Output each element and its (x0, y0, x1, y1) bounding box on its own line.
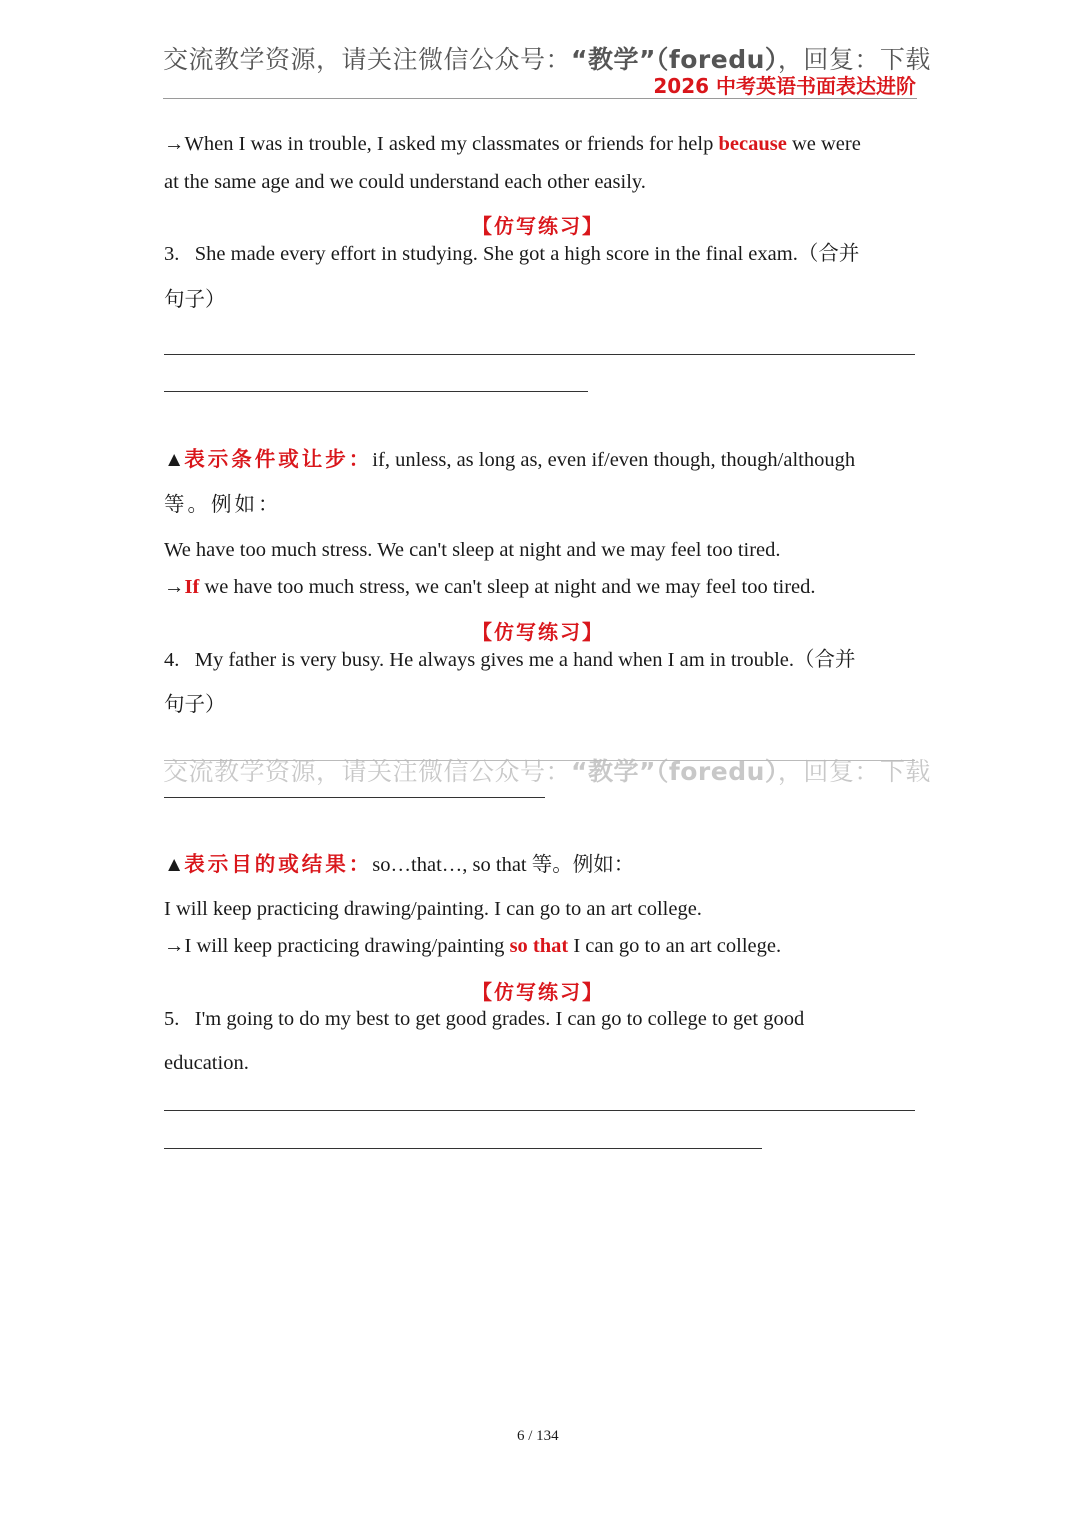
purpose-words: so…that…, so that 等。例如： (372, 854, 635, 876)
question-text: She made every effort in studying. She got a high score in the final exam.（合并 (194, 243, 860, 265)
answer-line[interactable] (164, 391, 588, 392)
arrow: → (164, 133, 185, 155)
triangle-marker: ▲ (164, 854, 185, 876)
arrow: → (164, 935, 185, 957)
question-4 (164, 650, 856, 671)
condition-example: We have too much stress. We can't sleep at night and we may feel too tired. (164, 539, 781, 561)
question-number: 3. (164, 243, 180, 265)
condition-heading (164, 449, 855, 471)
answer-line[interactable] (164, 760, 915, 761)
answer-line[interactable] (164, 354, 915, 355)
question-5 (164, 1009, 804, 1030)
purpose-title: 表示目的或结果： (184, 852, 373, 876)
rewrite-text: I will keep practicing drawing/painting (184, 935, 510, 957)
watermark-prefix: 交流教学资源，请关注微信公众号： (163, 45, 572, 74)
header-subtitle: 2026 中考英语书面表达进阶 (653, 74, 916, 98)
condition-heading-line2: 等。例如： (164, 494, 282, 516)
triangle-marker: ▲ (164, 449, 185, 471)
question-text: My father is very busy. He always gives me a hand when I am in trouble.（合并 (194, 649, 856, 671)
purpose-rewrite (164, 936, 781, 957)
watermark-prefix: 交流教学资源，请关注微信公众号： (163, 757, 572, 786)
question-number: 5. (164, 1008, 180, 1030)
answer-line[interactable] (164, 1148, 762, 1149)
faded-watermark (163, 752, 931, 788)
question-3-line2: 句子） (164, 289, 226, 311)
example-text: When I was in trouble, I asked my classmates or friends for help (184, 133, 719, 155)
condition-words: if, unless, as long as, even if/even though, though/although (372, 449, 856, 471)
watermark-suffix: ，回复：下载 (777, 757, 931, 786)
question-number: 4. (164, 649, 180, 671)
watermark-account: “教学”（foredu） (571, 45, 778, 74)
answer-line[interactable] (164, 797, 545, 798)
practice-label: 【仿写练习】 (472, 214, 604, 238)
rewrite-text-tail: I can go to an art college. (568, 935, 782, 957)
watermark-suffix: ，回复：下载 (777, 45, 931, 74)
practice-label: 【仿写练习】 (472, 620, 604, 644)
purpose-heading (164, 854, 634, 876)
keyword-because: because (718, 133, 787, 155)
because-example-line2: at the same age and we could understand each other easily. (164, 171, 646, 193)
example-text-tail: we were (786, 133, 861, 155)
question-3 (164, 244, 859, 265)
because-example-line1 (164, 134, 861, 155)
header-rule (163, 98, 917, 99)
answer-line[interactable] (164, 1110, 915, 1111)
keyword-if: If (184, 576, 200, 598)
practice-label: 【仿写练习】 (472, 980, 604, 1004)
question-5-line2: education. (164, 1052, 249, 1074)
watermark-account: “教学”（foredu） (571, 757, 778, 786)
rewrite-text: we have too much stress, we can't sleep at night and we may feel too tired. (199, 576, 816, 598)
page-number: 6 / 134 (517, 1428, 559, 1444)
arrow: → (164, 576, 185, 598)
condition-title: 表示条件或让步： (184, 447, 373, 471)
question-4-line2: 句子） (164, 694, 226, 716)
purpose-example: I will keep practicing drawing/painting. I can go to an art college. (164, 898, 702, 920)
question-text: I'm going to do my best to get good grades. I can go to college to get good (194, 1008, 805, 1030)
condition-rewrite (164, 577, 816, 598)
keyword-so-that: so that (509, 935, 569, 957)
